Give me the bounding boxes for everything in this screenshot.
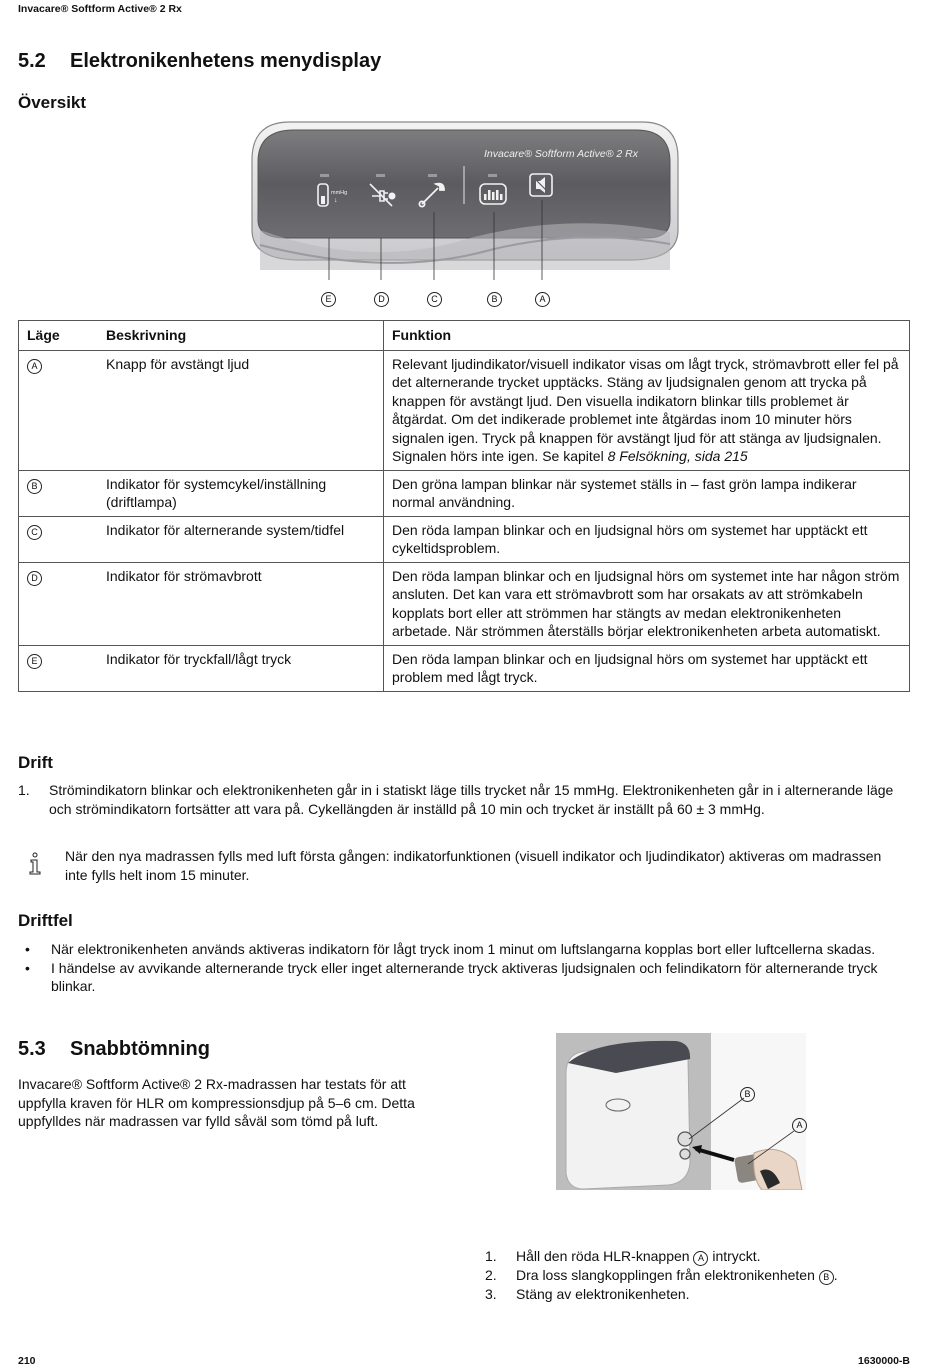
section-heading-5-2 [18,50,381,73]
list-item: 2. Dra loss slangkopplingen från elektronikenheten B . [485,1267,838,1283]
table-row [19,562,910,645]
drift-heading: Drift [18,753,53,772]
row-description: Indikator för tryckfall/lågt tryck [98,645,384,691]
section-title: Snabbtömning [70,1038,210,1060]
photo-callout-b: B [740,1084,755,1102]
row-function: Relevant ljudindikator/visuell indikator visas om lågt tryck, strömavbrott eller fel på det alternerande trycket upptäcks. Stäng av ljudsignalen genom att trycka på knappen för avstängt ljud. Den visuella indikatorn blinkar tills problemet är åtgärdat. Om det indikerade problemet inte åtgärdas inom 10 minuter hörs signalen igen. Tryck på knappen för avstängt ljud för att stänga av ljudsignalen. Signalen hörs inte igen. Se kapitel 8 Felsökning, sida 215 [384,350,910,470]
row-description: Knapp för avstängt ljud [98,350,384,470]
callout-d: D [374,289,389,307]
row-function: Den gröna lampan blinkar när systemet ställs in – fast grön lampa indikerar normal användning. [384,470,910,516]
mark-d: D [27,571,42,586]
overview-heading: Översikt [18,93,87,112]
control-panel-illustration [250,120,680,280]
section-title: Elektronikenhetens menydisplay [70,50,382,72]
header-function: Funktion [384,321,910,351]
svg-text:↓: ↓ [334,197,338,204]
table-row [19,645,910,691]
table-row [19,350,910,470]
function-table [18,320,910,692]
row-function: Den röda lampan blinkar och en ljudsignal hörs om systemet har upptäckt ett cykeltidsproblem. [384,516,910,562]
list-item: 3. Stäng av elektronikenheten. [485,1286,690,1302]
photo-callout-a: A [792,1115,807,1133]
callout-c: C [427,289,442,307]
driftfel-heading: Driftfel [18,911,73,930]
section-number: 5.2 [18,50,46,72]
cpr-steps [485,1247,925,1304]
running-header: Invacare® Softform Active® 2 Rx [18,3,182,15]
troubleshooting-reference[interactable]: 8 Felsökning, sida 215 [607,448,748,464]
row-function: Den röda lampan blinkar och en ljudsignal hörs om systemet har upptäckt ett problem med lågt tryck. [384,645,910,691]
list-item: 1. Håll den röda HLR-knappen A intryckt. [485,1248,761,1264]
section-heading-5-3 [18,1038,210,1061]
drift-steps [18,781,910,818]
mark-c: C [27,525,42,540]
table-row [19,470,910,516]
page-number: 210 [18,1355,36,1367]
callout-a: A [535,289,550,307]
header-description: Beskrivning [98,321,384,351]
mmhg-label: mmHg [331,190,348,196]
row-description: Indikator för systemcykel/inställning (driftlampa) [98,470,384,516]
table-row [19,516,910,562]
list-item: 1. Strömindikatorn blinkar och elektronikenheten går in i statiskt läge tills trycket når 15 mmHg. Elektronikenheten går in i alternerande läge och strömindikatorn fortsätter att vara på. Cykellängden är inställd på 10 min och trycket är inställt på 60 ± 3 mmHg. [18,782,894,817]
row-description: Indikator för strömavbrott [98,562,384,645]
document-id: 1630000-B [858,1355,910,1367]
list-item: • I händelse av avvikande alternerande tryck eller inget alternerande tryck aktiveras ljudsignalen och felindikatorn för alternerande tryck blinkar. [25,959,878,994]
info-icon [27,852,43,876]
row-description: Indikator för alternerande system/tidfel [98,516,384,562]
driftfel-list [18,940,898,996]
info-note: När den nya madrassen fylls med luft första gången: indikatorfunktionen (visuell indikator och ljudindikator) aktiveras om madrassen inte fylls helt inom 15 minuter. [65,848,882,883]
table-header-row [19,321,910,351]
mark-e: E [27,654,42,669]
row-function: Den röda lampan blinkar och en ljudsignal hörs om systemet inte har någon ström ansluten. Det kan vara ett strömavbrott som har orsakats av att strömkabeln kopplats bort eller att strömmen har stängts av medan elektronikenheten arbetade. När strömmen återställs börjar elektronikenheten arbeta automatiskt. [384,562,910,645]
callout-b: B [487,289,502,307]
cpr-release-photo [556,1033,806,1190]
mark-a: A [27,359,42,374]
cpr-paragraph: Invacare® Softform Active® 2 Rx-madrassen har testats för att uppfylla kraven för HLR om kompressionsdjup på 5–6 cm. Detta uppfylldes när madrassen var fylld såväl som tömd på luft. [18,1076,415,1129]
mark-b: B [27,479,42,494]
section-number: 5.3 [18,1038,46,1060]
header-position: Läge [19,321,99,351]
list-item: • När elektronikenheten används aktiveras indikatorn för lågt tryck inom 1 minut om luftslangarna kopplas bort eller luftcellerna skadas. [25,941,876,957]
callout-e: E [321,289,336,307]
brand-label: Invacare® Softform Active® 2 Rx [484,148,638,160]
